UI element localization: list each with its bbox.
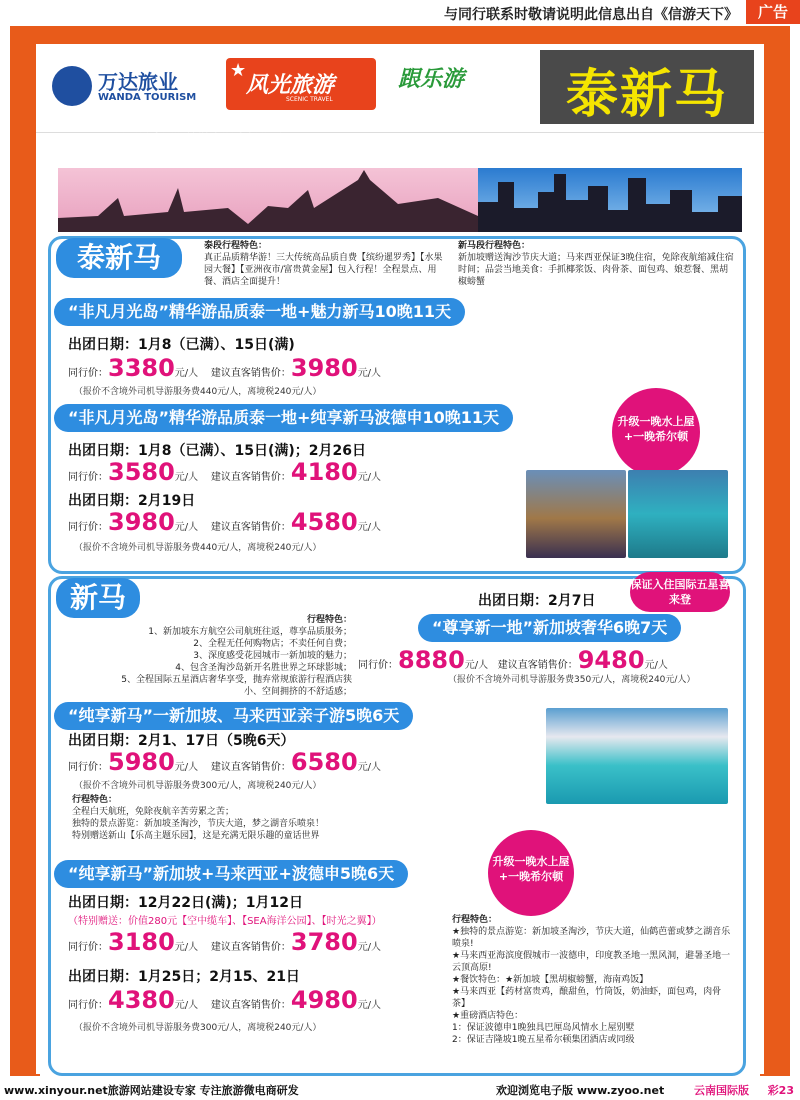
fengguang-name-en: SCENIC TRAVEL [286,96,333,103]
peer-price: 3380 [108,354,175,382]
wanda-name: 万达旅业 [98,70,178,94]
price-note: （报价不含境外司机导游服务费300元/人，离境税240元/人） [74,1023,322,1033]
edition-label: 云南国际版 [694,1084,749,1097]
wanda-icon [52,66,92,106]
section-heading: 新马 [56,578,140,618]
footer [0,1078,800,1100]
feature-line: ★马来西亚海滨度假城市一波德申，印度教圣地一黑风洞，避暑圣地一云顶高原! [452,951,731,973]
peer-price: 3580 [108,458,175,486]
feature-line: 2、全程无任何购物店；不卖任何自费； [193,639,352,649]
footer-left-text: www.xinyour.net旅游网站建设专家 专注旅游微电商研发 [4,1084,299,1097]
price-unit: 元/人 [464,660,489,671]
retail-label: 建议直客销售价： [210,942,291,953]
price-note: （报价不含境外司机导游服务费440元/人，离境税240元/人） [74,543,322,553]
retail-label: 建议直客销售价： [210,472,291,483]
beach-photo [628,470,728,558]
feature-line: 独特的景点游览：新加坡圣淘沙，节庆大道，梦之湖音乐喷泉！ [72,819,325,829]
upgrade-badge: 升级一晚水上屋+一晚希尔顿 [612,388,700,476]
section-heading: 泰新马 [56,238,182,278]
peer-price: 8880 [398,646,465,674]
feature-line: 1、新加坡东方航空公司航班往返，尊享品质服务； [148,627,352,637]
departure-date: 出团日期：2月7日 [478,593,596,609]
feature-title: 新马段行程特色： [458,241,531,251]
peer-label: 同行价： [68,472,108,483]
retail-label: 建议直客销售价： [210,762,291,773]
feature-line: 特别赠送新山【乐高主题乐园】，这是充满无限乐趣的童话世界 [72,831,320,841]
feature-title: 行程特色： [72,795,118,805]
island-photo [546,708,728,804]
price-unit: 元/人 [357,942,382,953]
fengguang-logo [226,58,376,110]
page-title: 泰新马 [565,65,728,125]
merlion-photo [526,470,626,558]
retail-price: 4980 [290,986,358,1014]
top-strip [0,0,800,26]
peer-price: 4380 [108,986,175,1014]
price-unit: 元/人 [644,660,668,671]
city-skyline [478,168,742,232]
departure-date: 出团日期：1月8（已满）、15日(满) [68,337,295,353]
peer-price: 5980 [108,748,175,776]
hotel-badge: 保证入住国际五星喜来登 [630,572,730,612]
route-title: “纯享新马”一新加坡、马来西亚亲子游5晚6天 [54,702,413,730]
gift-note: （特别赠送：价值280元【空中缆车】、【SEA海洋公园】、【时光之翼】） [68,916,382,927]
price-note: （报价不含境外司机导游服务费440元/人，离境税240元/人） [74,387,322,397]
ad-label: 广告 [746,0,800,24]
price-row [68,458,381,486]
departure-date: 出团日期：1月25日；2月15、21日 [68,969,300,985]
price-unit: 元/人 [174,368,199,379]
genle-name: 跟乐游 [398,67,465,92]
feature-text: 真正品质精华游！三大传统高品质自费【缤纷暹罗秀】【水果园大餐】【亚洲夜市/富贵黄金屋】包入行程！全程景点、用餐、酒店全面提升！ [204,253,443,287]
fengguang-name: 风光旅游 [246,73,335,98]
price-unit: 元/人 [357,472,382,483]
r3-features [112,614,352,698]
price-row [358,646,668,674]
feature-title: 行程特色： [306,615,352,625]
feature-line: ★重磅酒店特色： [452,1011,524,1021]
price-row [68,928,381,956]
route-title: “尊享新一地”新加坡奢华6晚7天 [418,614,681,642]
price-unit: 元/人 [174,762,199,773]
peer-label: 同行价： [68,522,108,533]
upgrade-badge: 升级一晚水上屋+一晚希尔顿 [488,830,574,916]
feature-line: 全程白天航班，免除夜航辛苦劳累之苦； [72,807,235,817]
feature-line: ★马来西亚【药材富贵鸡，酿甜鱼，竹筒饭，奶油虾，面包鸡，肉骨茶】 [452,987,722,1009]
retail-price: 4580 [290,508,358,536]
departure-date: 出团日期：2月1、17日（5晚6天） [68,733,295,749]
price-unit: 元/人 [174,942,199,953]
wanda-name-en: WANDA TOURISM [98,92,197,103]
price-unit: 元/人 [174,522,199,533]
genle-logo [398,62,518,110]
star-icon: ★ [230,60,247,81]
retail-label: 建议直客销售价： [210,1000,291,1011]
price-row [68,748,381,776]
price-row [68,354,381,382]
retail-price: 6580 [290,748,358,776]
price-note: （报价不含境外司机导游服务费350元/人，离境税240元/人） [448,675,696,685]
peer-label: 同行价： [68,1000,108,1011]
price-unit: 元/人 [357,368,382,379]
feature-title: 泰段行程特色： [204,241,268,251]
price-unit: 元/人 [357,762,382,773]
retail-price: 4180 [290,458,358,486]
title-box [540,50,754,124]
r4-features [72,794,492,842]
price-row [68,508,381,536]
company-name: 昆明风光国际旅游有限责任公司 [112,132,281,146]
route-title: “纯享新马”新加坡+马来西亚+波德申5晚6天 [54,860,408,888]
peer-price: 3980 [108,508,175,536]
price-unit: 元/人 [357,1000,382,1011]
footer-right-text: 欢迎浏览电子版 www.zyoo.net [496,1084,665,1097]
feature-title: 行程特色： [452,915,498,925]
retail-label: 建议直客销售价： [497,660,578,671]
retail-price: 3780 [290,928,358,956]
departure-date: 出团日期：2月19日 [68,493,196,509]
feature-line: 1：保证波德申1晚独具巴厘岛风情水上屋别墅 [452,1023,635,1033]
retail-label: 建议直客销售价： [210,368,291,379]
thai-features [204,240,450,288]
retail-price: 9480 [577,646,645,674]
route-title: “非凡月光岛”精华游品质泰一地+纯享新马波德申10晚11天 [54,404,513,432]
r5-features [452,914,736,1046]
peer-label: 同行价： [68,762,108,773]
source-note: 与同行联系时敬请说明此信息出自《信游天下》 [444,7,738,23]
route-title: “非凡月光岛”精华游品质泰一地+魅力新马10晚11天 [54,298,465,326]
feature-line: 3、深度感受花园城市一新加坡的魅力； [193,651,352,661]
price-unit: 元/人 [174,1000,199,1011]
website-url: http://www.kmfgly.com [532,137,659,150]
license-number: 经营许可证：L-YN-CJ00003 [372,139,512,152]
peer-price: 3180 [108,928,175,956]
wanda-logo [52,60,222,116]
price-row [68,986,381,1014]
company-name-en: Kunming International Scenic Travel CO.,LTD [112,146,269,154]
retail-label: 建议直客销售价： [210,522,291,533]
retail-price: 3980 [290,354,358,382]
sgmy-features [458,240,736,288]
feature-text: 新加坡赠送淘沙节庆大道；马来西亚保证3晚住宿，免除夜航缩减住宿时间；品尝当地美食：手抓椰浆饭、肉骨茶、面包鸡、娘惹餐、黑胡椒螃蟹 [458,253,734,287]
feature-line: 4、包含圣淘沙岛新开名胜世界之环球影城； [175,663,352,673]
feature-line: 2：保证吉隆坡1晚五星希尔顿集团酒店或同级 [452,1035,635,1045]
feature-line: ★餐饮特色：★新加坡【黑胡椒螃蟹，海南鸡饭】 [452,975,649,985]
page-number: 彩23 [767,1084,794,1097]
departure-date: 出团日期：12月22日(满)；1月12日 [68,895,303,911]
peer-label: 同行价： [68,368,108,379]
feature-line: ★独特的景点游览：新加坡圣淘沙，节庆大道，仙鹤芭蕾或梦之湖音乐喷泉! [452,927,731,949]
feature-line: 5、全程国际五星酒店奢华享受，抛弃常规旅游行程酒店狭小、空间拥挤的不舒适感； [121,675,352,697]
departure-date: 出团日期：1月8（已满）、15日(满)；2月26日 [68,443,366,459]
price-unit: 元/人 [357,522,382,533]
thai-silhouette [58,168,478,232]
peer-label: 同行价： [68,942,108,953]
peer-label: 同行价： [358,660,398,671]
price-unit: 元/人 [174,472,199,483]
price-note: （报价不含境外司机导游服务费300元/人，离境税240元/人） [74,781,322,791]
skyline-banner [58,168,742,232]
